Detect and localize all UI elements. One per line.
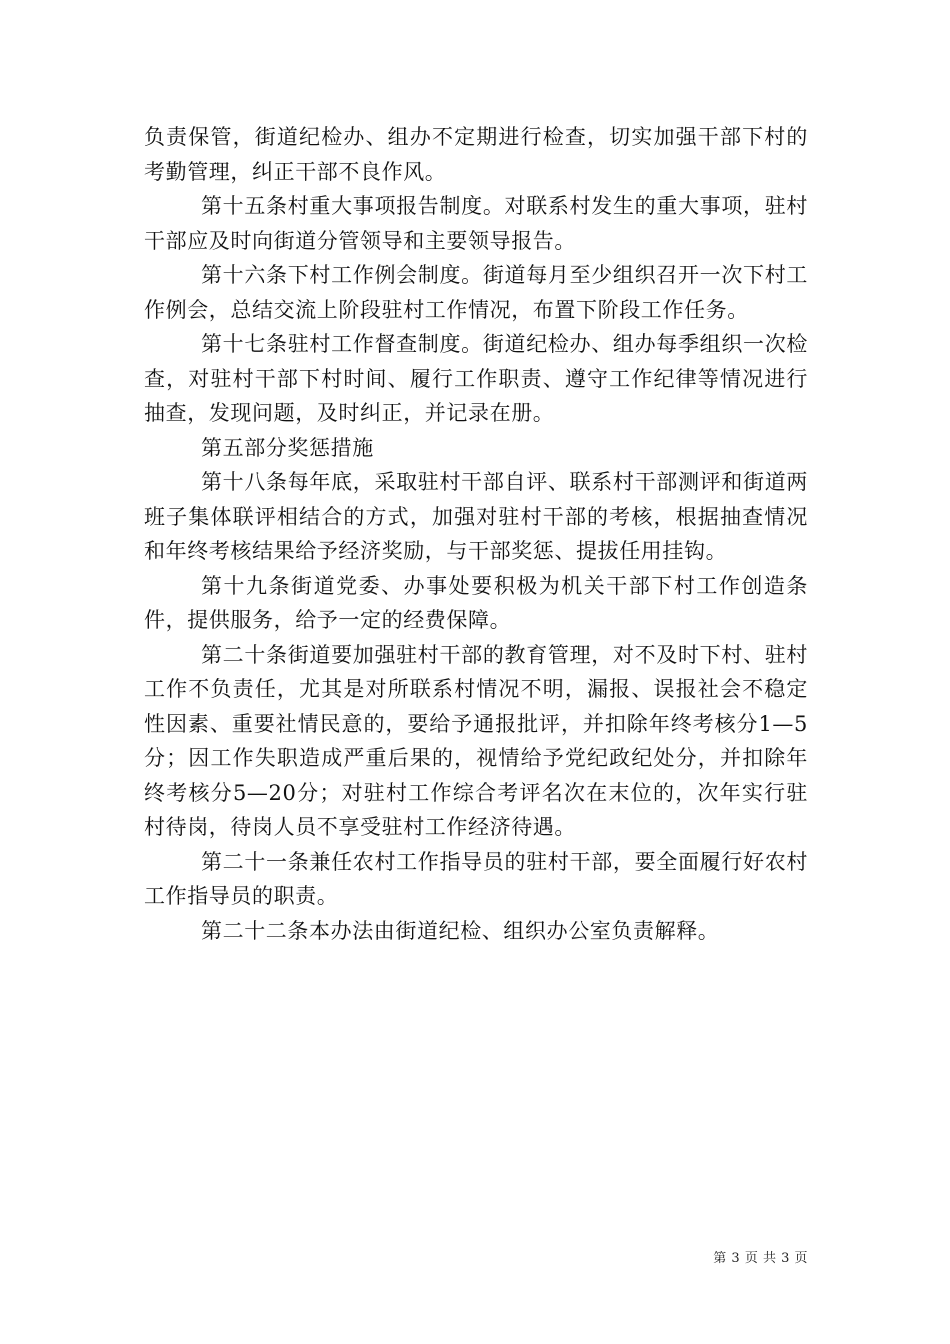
paragraph-continuation: 负责保管，街道纪检办、组办不定期进行检查，切实加强干部下村的考勤管理，纠正干部不良作风。 [144,125,808,184]
paragraph-article-15: 第十五条村重大事项报告制度。对联系村发生的重大事项，驻村干部应及时向街道分管领导和主要领导报告。 [144,194,808,253]
paragraph-article-18: 第十八条每年底，采取驻村干部自评、联系村干部测评和街道两班子集体联评相结合的方式，加强对驻村干部的考核，根据抽查情况和年终考核结果给予经济奖励，与干部奖惩、提拔任用挂钩。 [144,470,808,563]
paragraph-article-21: 第二十一条兼任农村工作指导员的驻村干部，要全面履行好农村工作指导员的职责。 [144,849,808,908]
paragraph-article-17: 第十七条驻村工作督查制度。街道纪检办、组办每季组织一次检查，对驻村干部下村时间、履行工作职责、遵守工作纪律等情况进行抽查，发现问题，及时纠正，并记录在册。 [144,332,808,425]
paragraph-article-16: 第十六条下村工作例会制度。街道每月至少组织召开一次下村工作例会，总结交流上阶段驻村工作情况，布置下阶段工作任务。 [144,263,808,322]
section-heading-part-5: 第五部分奖惩措施 [201,435,374,460]
paragraph-article-22: 第二十二条本办法由街道纪检、组织办公室负责解释。 [201,918,720,943]
page-number-footer: 第 3 页 共 3 页 [713,1251,808,1266]
paragraph-article-19: 第十九条街道党委、办事处要积极为机关干部下村工作创造条件，提供服务，给予一定的经费保障。 [144,573,808,632]
paragraph-article-20: 第二十条街道要加强驻村干部的教育管理，对不及时下村、驻村工作不负责任，尤其是对所联系村情况不明，漏报、误报社会不稳定性因素、重要社情民意的，要给予通报批评，并扣除年终考核分1—5分；因工作失职造成严重后果的，视情给予党纪政纪处分，并扣除年终考核分5—20分；对驻村工作综合考评名次在末位的，次年实行驻村待岗，待岗人员不享受驻村工作经济待遇。 [144,642,808,839]
document-body [144,120,808,948]
